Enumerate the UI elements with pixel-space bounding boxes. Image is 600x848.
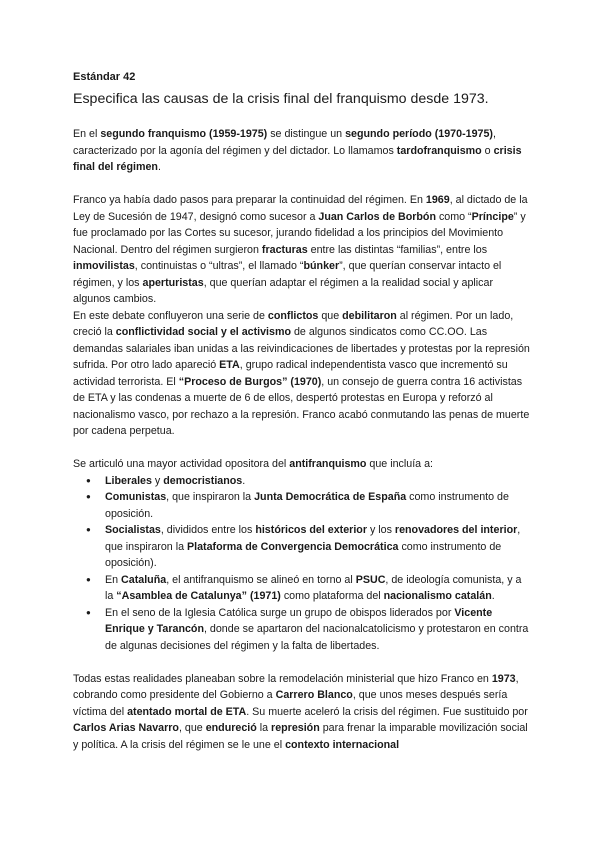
- bold-term: “Proceso de Burgos” (1970): [178, 375, 322, 388]
- paragraph-intro: [73, 126, 531, 176]
- text-run: como instrumento de oposición).: [105, 540, 502, 569]
- bold-term: Vicente Enrique y Tarancón: [105, 606, 493, 635]
- text-run: , caracterizado por la agonía del régimen y del dictador. Lo llamamos: [73, 128, 496, 157]
- paragraph-carrero: [73, 671, 531, 754]
- text-run: .: [491, 590, 495, 602]
- text-run: y los: [366, 524, 395, 536]
- bold-term: PSUC: [355, 573, 386, 586]
- text-run: Todas estas realidades planeaban sobre la remodelación ministerial que hizo Franco en: [73, 672, 492, 685]
- bold-term: Juan Carlos de Borbón: [318, 210, 436, 223]
- bold-term: 1969: [425, 194, 450, 206]
- bold-term: Junta Democrática de España: [254, 491, 407, 503]
- paragraph-succession: [73, 192, 531, 308]
- text-run: , que inspiraron la: [105, 524, 521, 553]
- text-run: , grupo radical independentista vasco que incrementó su actividad terrorista. El: [73, 359, 508, 388]
- text-run: de algunos sindicatos como CC.OO. Las demandas salariales iban unidas a las reivindicaciones de libertades y protestas por la represión sufrida. Por otro lado apareció: [73, 326, 530, 371]
- text-run: . Su muerte aceleró la crisis del régimen. Fue sustituido por: [246, 705, 528, 718]
- text-run: En este debate confluyeron una serie de: [73, 309, 268, 322]
- list-item: [73, 572, 531, 605]
- bold-term: nacionalismo catalán: [383, 590, 492, 602]
- text-run: .: [242, 474, 246, 487]
- bold-term: democristianos: [163, 474, 243, 487]
- text-run: , al dictado de la Ley de Sucesión de 1947, designó como sucesor a: [73, 194, 528, 223]
- bold-term: Comunistas: [105, 491, 167, 503]
- text-run: , que inspiraron la: [166, 491, 255, 503]
- text-run: , el antifranquismo se alineó en torno al: [166, 573, 356, 586]
- bold-term: conflictividad social y el activismo: [115, 326, 292, 338]
- bold-term: segundo período (1970-1975): [345, 128, 493, 140]
- text-run: , que: [178, 722, 206, 734]
- bold-term: represión: [271, 722, 320, 734]
- text-run: , donde se apartaron del nacionalcatolicismo y protestaron en contra de algunas decisiones del régimen y la falta de libertades.: [105, 623, 529, 652]
- text-run: .: [157, 161, 161, 173]
- text-run: se distingue un: [267, 128, 346, 140]
- paragraph-opposition: [73, 456, 531, 473]
- text-run: , cobrando como presidente del Gobierno a: [73, 672, 519, 701]
- bold-term: endureció: [205, 722, 257, 734]
- list-item: [73, 605, 531, 655]
- bold-term: históricos del exterior: [255, 524, 367, 536]
- bold-term: Carrero Blanco: [275, 689, 353, 701]
- text-run: que incluía a:: [366, 458, 433, 470]
- bold-term: Plataforma de Convergencia Democrática: [187, 540, 399, 553]
- text-run: la: [256, 722, 272, 734]
- bold-term: renovadores del interior: [394, 524, 518, 536]
- bold-term: segundo franquismo (1959-1975): [100, 128, 268, 140]
- list-item: [73, 473, 531, 490]
- bold-term: aperturistas: [142, 276, 204, 289]
- bold-term: inmovilistas: [73, 260, 135, 272]
- text-run: que: [318, 309, 343, 322]
- text-run: , continuistas o “ultras”, el llamado “: [134, 260, 304, 272]
- text-run: Franco ya había dado pasos para preparar la continuidad del régimen. En: [73, 194, 426, 206]
- text-run: , divididos entre los: [160, 524, 256, 536]
- bold-term: “Asamblea de Catalunya” (1971): [116, 590, 281, 602]
- text-run: En: [105, 573, 122, 586]
- bold-term: Socialistas: [105, 524, 161, 536]
- text-run: Se articuló una mayor actividad opositora del: [73, 458, 290, 470]
- bold-term: atentado mortal de ETA: [127, 705, 247, 718]
- text-run: , que querían adaptar el régimen a la realidad social y aplicar algunos cambios.: [73, 276, 494, 305]
- text-run: entre las distintas “familias”, entre los: [307, 243, 488, 256]
- text-run: , un consejo de guerra contra 16 activistas de ETA y las condenas a muerte de 6 de ellos, despertó protestas en Europa y reforzó al nacionalismo vasco, por rechazo a la represión. Franco acabó conmutando las penas de muerte por cadena perpetua.: [73, 375, 530, 437]
- bold-term: conflictos: [267, 309, 319, 322]
- bold-term: Cataluña: [121, 573, 167, 586]
- bold-term: Carlos Arias Navarro: [73, 722, 179, 734]
- page-title: Especifica las causas de la crisis final del franquismo desde 1973.: [73, 91, 489, 107]
- text-run: al régimen. Por un lado, creció la: [73, 309, 514, 338]
- bold-term: antifranquismo: [289, 458, 367, 470]
- text-run: como instrumento de oposición.: [105, 491, 509, 520]
- bold-term: fracturas: [261, 243, 308, 256]
- bold-term: debilitaron: [342, 309, 397, 322]
- bold-term: contexto internacional: [285, 738, 400, 751]
- text-run: En el: [73, 128, 101, 140]
- text-run: , de ideología comunista, y a la: [105, 573, 522, 602]
- document-body: [73, 126, 531, 753]
- text-run: , que unos meses después sería víctima del: [73, 689, 508, 718]
- text-run: o: [481, 144, 494, 157]
- bold-term: Príncipe: [471, 210, 514, 223]
- bold-term: 1973: [491, 672, 516, 685]
- bold-term: ETA: [219, 359, 240, 371]
- paragraph-conflicts: [73, 308, 531, 440]
- list-item: [73, 489, 531, 522]
- text-run: En el seno de la Iglesia Católica surge un grupo de obispos liderados por: [105, 606, 455, 619]
- text-run: para frenar la imparable movilización social y política. A la crisis del régimen se le une el: [73, 722, 528, 751]
- bold-term: búnker: [303, 260, 340, 272]
- text-run: y: [151, 474, 164, 487]
- bold-term: tardofranquismo: [396, 144, 482, 157]
- text-run: como “: [435, 210, 472, 223]
- list-item: [73, 522, 531, 572]
- opposition-list: [73, 473, 531, 655]
- bold-term: Liberales: [105, 474, 152, 487]
- text-run: ” y fue proclamado por las Cortes su sucesor, jurando fidelidad a los principios del Movimiento Nacional. Dentro del régimen surgieron: [73, 210, 526, 256]
- text-run: como plataforma del: [280, 590, 384, 602]
- text-run: ”, que querían conservar intacto el régimen, y los: [73, 260, 502, 289]
- bold-term: crisis final del régimen: [73, 144, 522, 173]
- standard-label: Estándar 42: [73, 71, 136, 83]
